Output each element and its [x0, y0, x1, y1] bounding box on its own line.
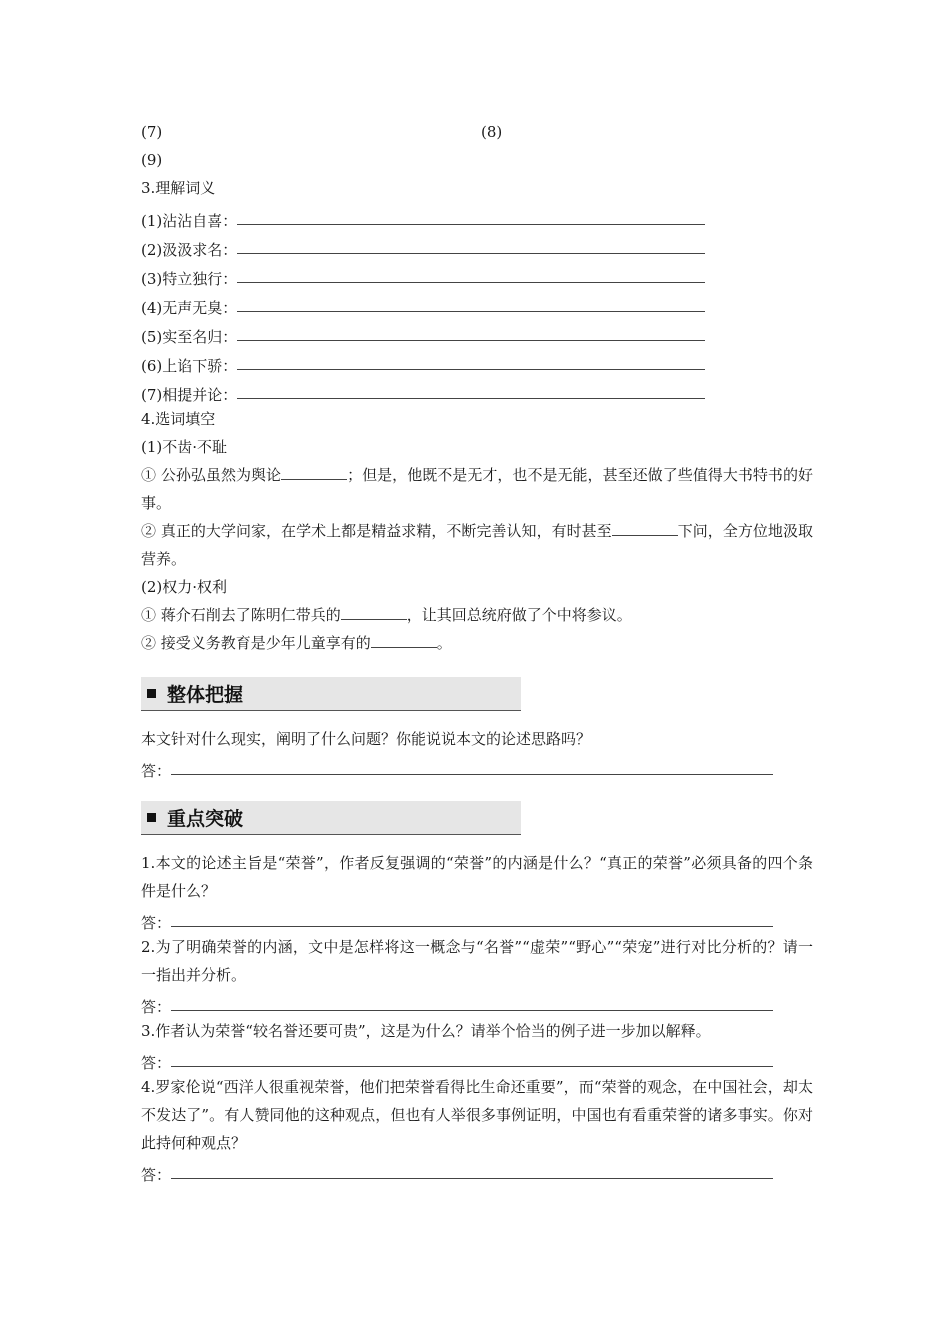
definition-row [141, 376, 813, 405]
answer-blank[interactable] [171, 990, 773, 1011]
definition-term: (3)特立独行： [141, 270, 238, 288]
definition-term: (4)无声无臭： [141, 299, 238, 317]
focus-question-3: 3.作者认为荣誉“较名誉还要可贵”，这是为什么？请举个恰当的例子进一步加以解释。 [141, 1022, 711, 1040]
definition-term: (5)实至名归： [141, 328, 238, 346]
answer-row: 答： [141, 1157, 813, 1185]
numbered-row-9 [141, 146, 813, 174]
answer-blank[interactable] [171, 754, 773, 775]
fill-sentence-4: ② 接受义务教育是少年儿童享有的 。 [141, 634, 452, 652]
definition-term: (1)沾沾自喜： [141, 212, 238, 230]
answer-row: 答： [141, 753, 813, 781]
definition-row [141, 289, 813, 318]
numbered-row-7-8 [141, 118, 813, 146]
definition-row [141, 318, 813, 347]
focus-question-4: 4.罗家伦说“西洋人很重视荣誉，他们把荣誉看得比生命还重要”，而“荣誉的观念，在中国社会，却太不发达了”。有人赞同他的这种观点，但也有人举很多事例证明，中国也有看重荣誉的诸多事实。你对此持何种观点？ [141, 1078, 813, 1152]
item-7-label: (7) [141, 123, 163, 141]
answer-blank[interactable] [237, 233, 705, 254]
answer-row: 答： [141, 1045, 813, 1073]
definition-term: (2)汲汲求名： [141, 241, 238, 259]
fill-sentence-3: ① 蒋介石削去了陈明仁带兵的 ，让其回总统府做了个中将参议。 [141, 606, 632, 624]
fill-blank[interactable] [341, 605, 407, 620]
fill-blank[interactable] [612, 521, 678, 536]
answer-blank[interactable] [237, 204, 705, 225]
fill-sentence-1: ① 公孙弘虽然为舆论 ；但是，他既不是无才，也不是无能，甚至还做了些值得大书特书的好事。 [141, 466, 813, 512]
fill-blank[interactable] [371, 633, 437, 648]
answer-blank[interactable] [171, 906, 773, 927]
definition-row [141, 347, 813, 376]
square-bullet-icon [147, 813, 156, 822]
definition-row [141, 202, 813, 231]
word-pair-2-title: (2)权力·权利 [141, 578, 228, 596]
answer-blank[interactable] [171, 1046, 773, 1067]
fill-blank[interactable] [281, 465, 347, 480]
focus-section-heading: 重点突破 [141, 801, 521, 835]
word-pair-1-title: (1)不齿·不耻 [141, 438, 228, 456]
answer-row: 答： [141, 905, 813, 933]
answer-blank[interactable] [171, 1158, 773, 1179]
definition-row [141, 260, 813, 289]
answer-blank[interactable] [237, 320, 705, 341]
worksheet-page [141, 118, 813, 1185]
section-4-title: 4.选词填空 [141, 410, 216, 428]
focus-question-1: 1.本文的论述主旨是“荣誉”，作者反复强调的“荣誉”的内涵是什么？“真正的荣誉”必须具备的四个条件是什么？ [141, 854, 813, 900]
focus-question-2: 2.为了明确荣誉的内涵，文中是怎样将这一概念与“名誉”“虚荣”“野心”“荣宠”进行对比分析的？请一一指出并分析。 [141, 938, 813, 984]
definition-row [141, 231, 813, 260]
fill-sentence-2: ② 真正的大学问家，在学术上都是精益求精，不断完善认知，有时甚至 下问，全方位地汲取营养。 [141, 522, 813, 568]
definition-term: (6)上谄下骄： [141, 357, 238, 375]
square-bullet-icon [147, 689, 156, 698]
overall-question: 本文针对什么现实，阐明了什么问题？你能说说本文的论述思路吗？ [141, 730, 592, 748]
definition-term: (7)相提并论： [141, 386, 238, 404]
answer-row: 答： [141, 989, 813, 1017]
item-8-label: (8) [481, 123, 503, 141]
overall-section-heading: 整体把握 [141, 677, 521, 711]
answer-blank[interactable] [237, 291, 705, 312]
answer-blank[interactable] [237, 349, 705, 370]
section-3-title: 3.理解词义 [141, 179, 216, 197]
answer-blank[interactable] [237, 262, 705, 283]
item-9-label: (9) [141, 151, 163, 169]
answer-blank[interactable] [237, 378, 705, 399]
